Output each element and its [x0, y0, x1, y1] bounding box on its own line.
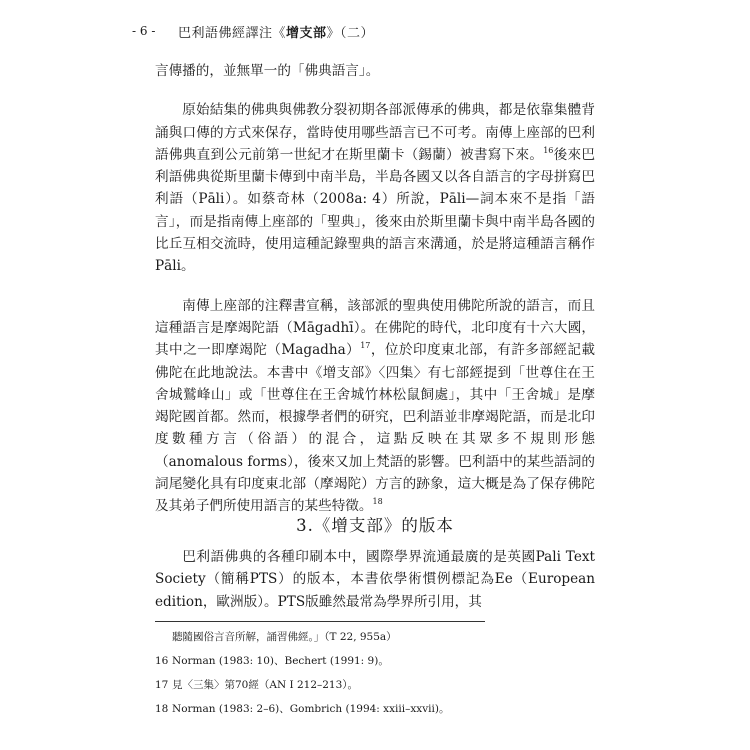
- footnote-17: [155, 673, 595, 697]
- running-title-prefix: 巴利語佛經譯注《: [178, 26, 287, 41]
- footnote-text: Norman (1983: 10)、Bechert (1991: 9)。: [172, 655, 389, 667]
- footnote-divider: [155, 621, 485, 622]
- footnote-ref-17[interactable]: 17: [360, 341, 371, 351]
- footnote-number: 17: [155, 679, 169, 691]
- running-title-suffix: 》（二）: [326, 26, 375, 41]
- paragraph-3: 巴利語佛典的各種印刷本中，國際學界流通最廣的是英國Pali Text Society（簡稱PTS）的版本，本書依學術慣例標記為Ee（European edition，歐洲版）。PTS版雖然最常為學界所引用，其: [155, 549, 595, 610]
- section-heading: 3.《增支部》的版本: [296, 516, 454, 535]
- paragraph-1: [155, 99, 595, 277]
- footnote-continued-text: 聽隨國俗言音所解，誦習佛經。」（T 22, 955a）: [172, 631, 397, 643]
- footnote-text: 見〈三集〉第70經（AN I 212–213）。: [172, 679, 359, 691]
- footnote-continued: [155, 625, 595, 649]
- body-text: [155, 60, 595, 535]
- paragraph-2-text-a: 南傳上座部的注釋書宣稱，該部派的聖典使用佛陀所說的語言，而且這種語言是摩竭陀語（Māgadhī）。在佛陀的時代，北印度有十六大國，其中之一即摩竭陀（Magadha）: [155, 297, 595, 359]
- footnotes: [155, 625, 595, 721]
- footnote-18: [155, 697, 595, 721]
- running-title: [178, 22, 374, 41]
- footnote-text: Norman (1983: 2–6)、Gombrich (1994: xxiii–xxvii)。: [172, 703, 450, 715]
- page-number: - 6 -: [132, 24, 156, 38]
- paragraph-1-text-a: 原始結集的佛典與佛教分裂初期各部派傳承的佛典，都是依靠集體背誦與口傳的方式來保存，當時使用哪些語言已不可考。南傳上座部的巴利語佛典直到公元前第一世紀才在斯里蘭卡（錫蘭）被書寫下來。: [155, 102, 595, 163]
- footnote-16: [155, 649, 595, 673]
- footnote-number: 16: [155, 655, 169, 667]
- paragraph-1-text-b: 後來巴利語佛典從斯里蘭卡傳到中南半島，半島各國又以各自語言的字母拼寫巴利語（Pāli）。如蔡奇林（2008a: 4）所說，Pāli—詞本來不是指「語言」，而是指南傳上座部的「聖典」，後來由於斯里蘭卡與中南半島各國的比丘互相交流時，使用這種記錄聖典的語言來溝通，於是將這種語言稱作Pāli。: [155, 146, 596, 275]
- footnote-ref-16[interactable]: 16: [543, 145, 554, 155]
- footnote-ref-18[interactable]: 18: [372, 497, 383, 507]
- section-body: [155, 546, 595, 613]
- running-head: [132, 22, 612, 42]
- footnote-number: 18: [155, 703, 169, 715]
- running-title-bold: 增支部: [286, 26, 327, 41]
- paragraph-continued: 言傳播的，並無單一的「佛典語言」。: [155, 63, 380, 79]
- paragraph-2-text-b: ，位於印度東北部，有許多部經記載佛陀在此地說法。本書中《增支部》〈四集〉有七部經提到「世尊住在王舍城鷲峰山」或「世尊住在王舍城竹林松鼠飼處」，其中「王舍城」是摩竭陀國首都。然而，根據學者們的研究，巴利語並非摩竭陀語，而是北印度數種方言（俗語）的混合，這點反映在其眾多不規則形態（anomalous forms），後來又加上梵語的影響。巴利語中的某些語詞的詞尾變化具有印度東北部（摩竭陀）方言的跡象，這大概是為了保存佛陀及其弟子們所使用語言的某些特徵。: [155, 342, 596, 515]
- paragraph-2: [155, 295, 595, 518]
